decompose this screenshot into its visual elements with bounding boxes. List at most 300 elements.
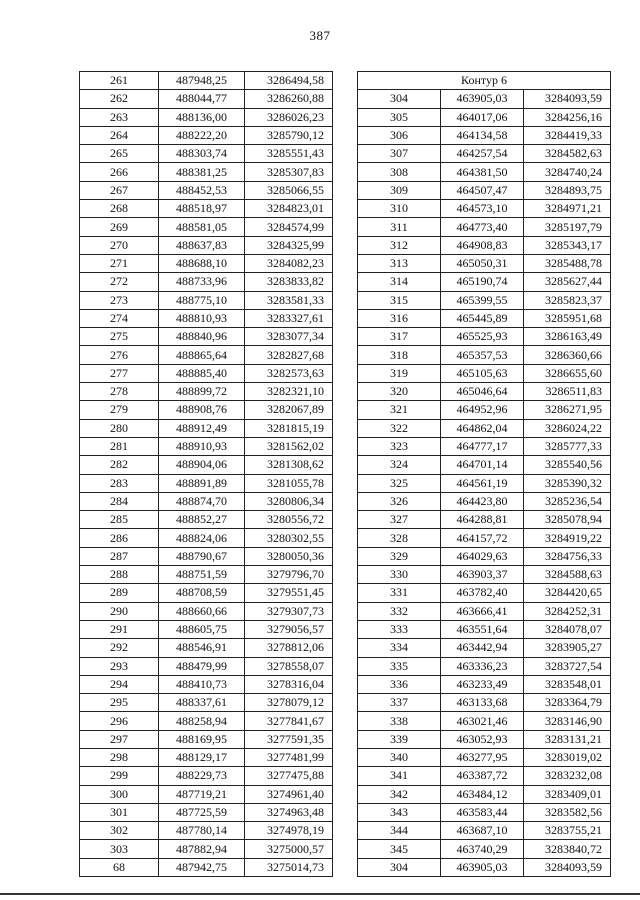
point-number-cell: 301 [80,803,159,821]
x-coordinate-cell: 464381,50 [441,163,524,181]
x-coordinate-cell: 488912,49 [159,419,245,437]
y-coordinate-cell: 3285951,68 [524,309,611,327]
point-number-cell: 314 [358,273,441,291]
table-row [358,675,611,693]
table-row [80,785,333,803]
table-row [80,181,333,199]
x-coordinate-cell: 465357,53 [441,346,524,364]
point-number-cell: 308 [358,163,441,181]
x-coordinate-cell: 464288,81 [441,511,524,529]
point-number-cell: 330 [358,566,441,584]
table-row [358,328,611,346]
y-coordinate-cell: 3278812,06 [245,639,333,657]
x-coordinate-cell: 464777,17 [441,437,524,455]
table-row [358,785,611,803]
table-row [358,840,611,858]
table-row [358,181,611,199]
x-coordinate-cell: 464134,58 [441,126,524,144]
point-number-cell: 68 [80,858,159,876]
y-coordinate-cell: 3283727,54 [524,657,611,675]
y-coordinate-cell: 3284756,33 [524,547,611,565]
y-coordinate-cell: 3281308,62 [245,456,333,474]
point-number-cell: 323 [358,437,441,455]
point-number-cell: 290 [80,602,159,620]
y-coordinate-cell: 3284252,31 [524,602,611,620]
table-row [80,346,333,364]
x-coordinate-cell: 488899,72 [159,383,245,401]
table-row [80,748,333,766]
x-coordinate-cell: 465190,74 [441,273,524,291]
point-number-cell: 262 [80,90,159,108]
table-row [358,620,611,638]
point-number-cell: 316 [358,309,441,327]
x-coordinate-cell: 488129,17 [159,748,245,766]
coordinates-table-contour-6-body [358,72,611,877]
point-number-cell: 273 [80,291,159,309]
y-coordinate-cell: 3281562,02 [245,437,333,455]
table-row [80,254,333,272]
bottom-rule [0,893,640,895]
point-number-cell: 267 [80,181,159,199]
x-coordinate-cell: 463782,40 [441,584,524,602]
x-coordinate-cell: 488865,64 [159,346,245,364]
point-number-cell: 305 [358,108,441,126]
table-row [358,273,611,291]
y-coordinate-cell: 3283364,79 [524,694,611,712]
x-coordinate-cell: 488546,91 [159,639,245,657]
x-coordinate-cell: 463903,37 [441,566,524,584]
x-coordinate-cell: 465105,63 [441,364,524,382]
table-row [80,566,333,584]
y-coordinate-cell: 3281055,78 [245,474,333,492]
x-coordinate-cell: 464029,63 [441,547,524,565]
x-coordinate-cell: 488885,40 [159,364,245,382]
y-coordinate-cell: 3284256,16 [524,108,611,126]
table-row [358,767,611,785]
point-number-cell: 278 [80,383,159,401]
x-coordinate-cell: 488044,77 [159,90,245,108]
x-coordinate-cell: 463740,29 [441,840,524,858]
y-coordinate-cell: 3285066,55 [245,181,333,199]
y-coordinate-cell: 3283548,01 [524,675,611,693]
x-coordinate-cell: 463551,64 [441,620,524,638]
point-number-cell: 295 [80,694,159,712]
y-coordinate-cell: 3285790,12 [245,126,333,144]
point-number-cell: 265 [80,145,159,163]
y-coordinate-cell: 3286260,88 [245,90,333,108]
table-row [80,492,333,510]
y-coordinate-cell: 3274963,48 [245,803,333,821]
y-coordinate-cell: 3274978,19 [245,822,333,840]
x-coordinate-cell: 488169,95 [159,730,245,748]
y-coordinate-cell: 3286494,58 [245,72,333,90]
table-row [358,748,611,766]
y-coordinate-cell: 3285777,33 [524,437,611,455]
point-number-cell: 331 [358,584,441,602]
x-coordinate-cell: 464908,83 [441,236,524,254]
point-number-cell: 266 [80,163,159,181]
x-coordinate-cell: 488751,59 [159,566,245,584]
y-coordinate-cell: 3283409,01 [524,785,611,803]
point-number-cell: 276 [80,346,159,364]
table-row [80,126,333,144]
table-row [358,657,611,675]
y-coordinate-cell: 3279551,45 [245,584,333,602]
y-coordinate-cell: 3285236,54 [524,492,611,510]
x-coordinate-cell: 488891,89 [159,474,245,492]
point-number-cell: 292 [80,639,159,657]
point-number-cell: 275 [80,328,159,346]
x-coordinate-cell: 488452,53 [159,181,245,199]
x-coordinate-cell: 464423,80 [441,492,524,510]
y-coordinate-cell: 3277841,67 [245,712,333,730]
point-number-cell: 283 [80,474,159,492]
y-coordinate-cell: 3285551,43 [245,145,333,163]
y-coordinate-cell: 3280050,36 [245,547,333,565]
point-number-cell: 264 [80,126,159,144]
table-row [80,547,333,565]
table-row [358,254,611,272]
y-coordinate-cell: 3283077,34 [245,328,333,346]
point-number-cell: 319 [358,364,441,382]
coordinates-table-contour-6 [357,71,611,877]
y-coordinate-cell: 3277481,99 [245,748,333,766]
table-row [358,456,611,474]
y-coordinate-cell: 3284971,21 [524,200,611,218]
y-coordinate-cell: 3283019,02 [524,748,611,766]
y-coordinate-cell: 3285343,17 [524,236,611,254]
point-number-cell: 339 [358,730,441,748]
point-number-cell: 329 [358,547,441,565]
point-number-cell: 281 [80,437,159,455]
point-number-cell: 269 [80,218,159,236]
x-coordinate-cell: 487948,25 [159,72,245,90]
table-row [80,364,333,382]
table-row [358,511,611,529]
table-row [358,309,611,327]
table-row [80,712,333,730]
table-row [80,273,333,291]
y-coordinate-cell: 3286271,95 [524,401,611,419]
x-coordinate-cell: 488790,67 [159,547,245,565]
point-number-cell: 289 [80,584,159,602]
table-row [80,767,333,785]
x-coordinate-cell: 488518,97 [159,200,245,218]
x-coordinate-cell: 463052,93 [441,730,524,748]
table-row [358,383,611,401]
table-row [80,474,333,492]
x-coordinate-cell: 487780,14 [159,822,245,840]
y-coordinate-cell: 3286655,60 [524,364,611,382]
y-coordinate-cell: 3277591,35 [245,730,333,748]
x-coordinate-cell: 488222,20 [159,126,245,144]
x-coordinate-cell: 488479,99 [159,657,245,675]
table-row [80,437,333,455]
table-row [80,218,333,236]
point-number-cell: 306 [358,126,441,144]
point-number-cell: 282 [80,456,159,474]
point-number-cell: 320 [358,383,441,401]
point-number-cell: 315 [358,291,441,309]
point-number-cell: 311 [358,218,441,236]
y-coordinate-cell: 3283833,82 [245,273,333,291]
table-row [80,90,333,108]
point-number-cell: 300 [80,785,159,803]
table-row [80,511,333,529]
y-coordinate-cell: 3282321,10 [245,383,333,401]
point-number-cell: 279 [80,401,159,419]
x-coordinate-cell: 488733,96 [159,273,245,291]
point-number-cell: 286 [80,529,159,547]
x-coordinate-cell: 488581,05 [159,218,245,236]
y-coordinate-cell: 3282573,63 [245,364,333,382]
y-coordinate-cell: 3275000,57 [245,840,333,858]
table-row [80,328,333,346]
y-coordinate-cell: 3285078,94 [524,511,611,529]
table-row [80,200,333,218]
y-coordinate-cell: 3284582,63 [524,145,611,163]
y-coordinate-cell: 3285627,44 [524,273,611,291]
y-coordinate-cell: 3284093,59 [524,90,611,108]
x-coordinate-cell: 464701,14 [441,456,524,474]
y-coordinate-cell: 3279796,70 [245,566,333,584]
coordinates-table-left-body [80,72,333,877]
point-number-cell: 271 [80,254,159,272]
x-coordinate-cell: 488660,66 [159,602,245,620]
table-row [80,803,333,821]
point-number-cell: 294 [80,675,159,693]
x-coordinate-cell: 487882,94 [159,840,245,858]
y-coordinate-cell: 3283327,61 [245,309,333,327]
point-number-cell: 344 [358,822,441,840]
table-row [80,602,333,620]
table-row [358,108,611,126]
point-number-cell: 272 [80,273,159,291]
table-row [358,639,611,657]
x-coordinate-cell: 488910,93 [159,437,245,455]
table-row [358,803,611,821]
point-number-cell: 296 [80,712,159,730]
table-row [358,474,611,492]
x-coordinate-cell: 487719,21 [159,785,245,803]
x-coordinate-cell: 488229,73 [159,767,245,785]
table-row [80,309,333,327]
y-coordinate-cell: 3284919,22 [524,529,611,547]
x-coordinate-cell: 488824,06 [159,529,245,547]
table-row [80,72,333,90]
x-coordinate-cell: 488136,00 [159,108,245,126]
x-coordinate-cell: 463442,94 [441,639,524,657]
point-number-cell: 288 [80,566,159,584]
y-coordinate-cell: 3275014,73 [245,858,333,876]
x-coordinate-cell: 487725,59 [159,803,245,821]
y-coordinate-cell: 3285197,79 [524,218,611,236]
x-coordinate-cell: 465046,64 [441,383,524,401]
point-number-cell: 297 [80,730,159,748]
point-number-cell: 318 [358,346,441,364]
point-number-cell: 327 [358,511,441,529]
table-row [358,163,611,181]
y-coordinate-cell: 3280556,72 [245,511,333,529]
table-row [80,108,333,126]
x-coordinate-cell: 464573,10 [441,200,524,218]
point-number-cell: 284 [80,492,159,510]
x-coordinate-cell: 488605,75 [159,620,245,638]
point-number-cell: 328 [358,529,441,547]
table-row [358,126,611,144]
point-number-cell: 333 [358,620,441,638]
table-row [358,419,611,437]
x-coordinate-cell: 463583,44 [441,803,524,821]
y-coordinate-cell: 3274961,40 [245,785,333,803]
point-number-cell: 309 [358,181,441,199]
y-coordinate-cell: 3283905,27 [524,639,611,657]
y-coordinate-cell: 3285390,32 [524,474,611,492]
y-coordinate-cell: 3284740,24 [524,163,611,181]
x-coordinate-cell: 488708,59 [159,584,245,602]
table-row [358,236,611,254]
table-row [80,694,333,712]
point-number-cell: 335 [358,657,441,675]
point-number-cell: 270 [80,236,159,254]
table-row [358,712,611,730]
x-coordinate-cell: 464561,19 [441,474,524,492]
table-row [358,145,611,163]
y-coordinate-cell: 3284325,99 [245,236,333,254]
table-row [80,529,333,547]
x-coordinate-cell: 488410,73 [159,675,245,693]
y-coordinate-cell: 3283755,21 [524,822,611,840]
y-coordinate-cell: 3284082,23 [245,254,333,272]
point-number-cell: 261 [80,72,159,90]
table-row [80,145,333,163]
point-number-cell: 277 [80,364,159,382]
y-coordinate-cell: 3282827,68 [245,346,333,364]
point-number-cell: 326 [358,492,441,510]
y-coordinate-cell: 3284093,59 [524,858,611,876]
point-number-cell: 303 [80,840,159,858]
coordinates-table-left [79,71,333,877]
point-number-cell: 336 [358,675,441,693]
point-number-cell: 291 [80,620,159,638]
x-coordinate-cell: 488303,74 [159,145,245,163]
point-number-cell: 317 [358,328,441,346]
point-number-cell: 334 [358,639,441,657]
y-coordinate-cell: 3284893,75 [524,181,611,199]
point-number-cell: 337 [358,694,441,712]
x-coordinate-cell: 464257,54 [441,145,524,163]
y-coordinate-cell: 3283840,72 [524,840,611,858]
table-row [80,456,333,474]
point-number-cell: 313 [358,254,441,272]
x-coordinate-cell: 488840,96 [159,328,245,346]
table-row [358,858,611,876]
table-row [358,364,611,382]
x-coordinate-cell: 465050,31 [441,254,524,272]
y-coordinate-cell: 3280302,55 [245,529,333,547]
table-row [80,419,333,437]
point-number-cell: 342 [358,785,441,803]
x-coordinate-cell: 463905,03 [441,90,524,108]
x-coordinate-cell: 464862,04 [441,419,524,437]
table-row [358,291,611,309]
y-coordinate-cell: 3284574,99 [245,218,333,236]
point-number-cell: 293 [80,657,159,675]
point-number-cell: 268 [80,200,159,218]
x-coordinate-cell: 463687,10 [441,822,524,840]
page-number: 387 [309,28,331,43]
table-row [80,675,333,693]
table-row [80,657,333,675]
table-row [80,840,333,858]
table-row [80,620,333,638]
x-coordinate-cell: 463666,41 [441,602,524,620]
point-number-cell: 321 [358,401,441,419]
table-row [80,639,333,657]
x-coordinate-cell: 463905,03 [441,858,524,876]
y-coordinate-cell: 3278079,12 [245,694,333,712]
point-number-cell: 340 [358,748,441,766]
y-coordinate-cell: 3283581,33 [245,291,333,309]
contour-header-row [358,72,611,90]
y-coordinate-cell: 3277475,88 [245,767,333,785]
point-number-cell: 325 [358,474,441,492]
x-coordinate-cell: 464507,47 [441,181,524,199]
point-number-cell: 312 [358,236,441,254]
table-row [80,383,333,401]
y-coordinate-cell: 3279307,73 [245,602,333,620]
x-coordinate-cell: 488904,06 [159,456,245,474]
table-row [358,547,611,565]
point-number-cell: 307 [358,145,441,163]
x-coordinate-cell: 464017,06 [441,108,524,126]
x-coordinate-cell: 487942,75 [159,858,245,876]
table-row [358,437,611,455]
table-row [358,346,611,364]
x-coordinate-cell: 488337,61 [159,694,245,712]
contour-title: Контур 6 [358,72,611,90]
x-coordinate-cell: 488775,10 [159,291,245,309]
point-number-cell: 345 [358,840,441,858]
y-coordinate-cell: 3286026,23 [245,108,333,126]
point-number-cell: 343 [358,803,441,821]
table-row [80,236,333,254]
y-coordinate-cell: 3282067,89 [245,401,333,419]
y-coordinate-cell: 3279056,57 [245,620,333,638]
x-coordinate-cell: 463387,72 [441,767,524,785]
point-number-cell: 302 [80,822,159,840]
y-coordinate-cell: 3286360,66 [524,346,611,364]
table-row [358,566,611,584]
x-coordinate-cell: 488908,76 [159,401,245,419]
table-row [80,163,333,181]
y-coordinate-cell: 3285540,56 [524,456,611,474]
x-coordinate-cell: 463133,68 [441,694,524,712]
point-number-cell: 285 [80,511,159,529]
table-row [358,602,611,620]
point-number-cell: 332 [358,602,441,620]
y-coordinate-cell: 3284420,65 [524,584,611,602]
table-row [358,694,611,712]
table-row [80,822,333,840]
table-row [358,529,611,547]
y-coordinate-cell: 3278558,07 [245,657,333,675]
y-coordinate-cell: 3285823,37 [524,291,611,309]
y-coordinate-cell: 3278316,04 [245,675,333,693]
point-number-cell: 280 [80,419,159,437]
x-coordinate-cell: 465399,55 [441,291,524,309]
x-coordinate-cell: 465525,93 [441,328,524,346]
